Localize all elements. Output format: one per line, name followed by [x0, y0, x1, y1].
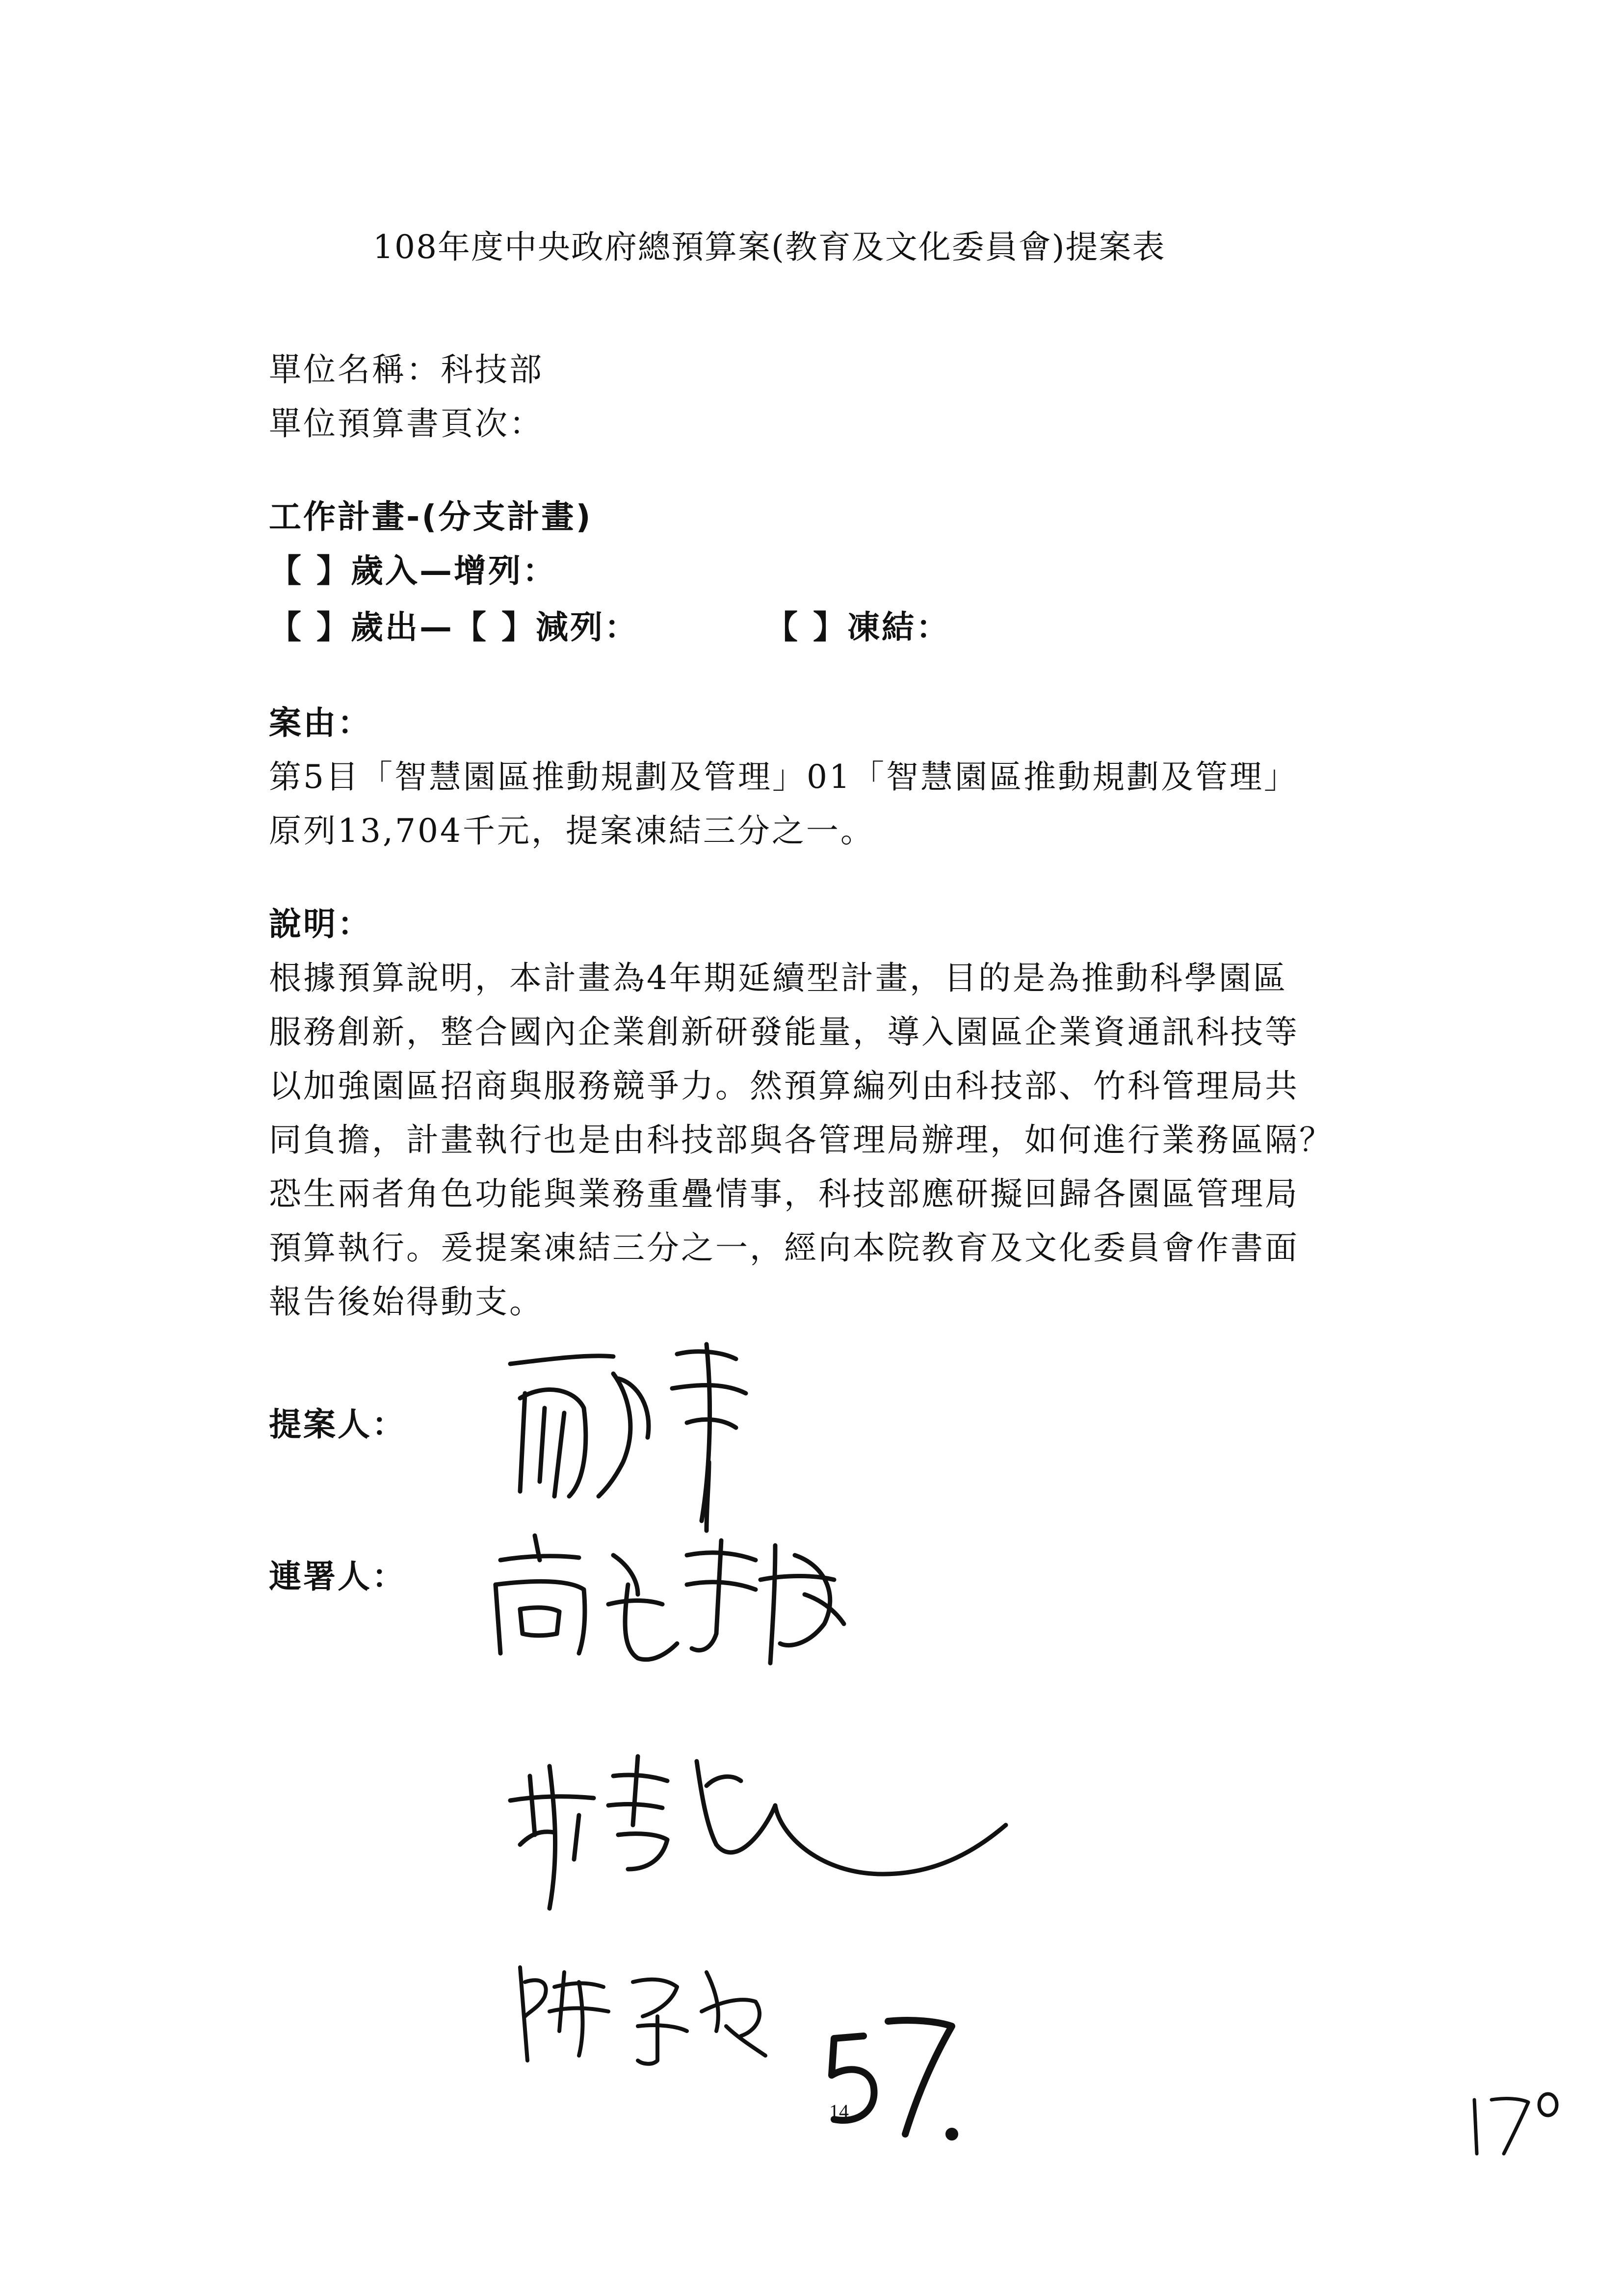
reason-line-1: 第5目「智慧園區推動規劃及管理」01「智慧園區推動規劃及管理」 [269, 758, 1298, 796]
reason-label: 案由： [269, 704, 372, 742]
page-number: 14 [829, 2100, 849, 2122]
unit-budget-page: 單位預算書頁次： [269, 405, 544, 443]
explanation-line-4: 同負擔，計畫執行也是由科技部與各管理局辦理，如何進行業務區隔？ [269, 1121, 1334, 1159]
handwritten-number-57 [819, 2002, 976, 2161]
handwritten-number-170 [1462, 2080, 1570, 2166]
explanation-line-7: 報告後始得動支。 [269, 1283, 544, 1321]
explanation-line-3: 以加強園區招商與服務競爭力。然預算編列由科技部、竹科管理局共 [269, 1067, 1299, 1105]
proposer-label: 提案人： [269, 1406, 406, 1443]
explanation-label: 說明： [269, 905, 372, 943]
explanation-line-6: 預算執行。爰提案凍結三分之一，經向本院教育及文化委員會作書面 [269, 1229, 1299, 1267]
cosigner-signature-1 [481, 1526, 883, 1675]
reason-line-2: 原列13,704千元，提案凍結三分之一。 [269, 812, 875, 850]
revenue-increase: 【 】歲入—增列： [269, 552, 557, 590]
explanation-line-5: 恐生兩者角色功能與業務重疊情事，科技部應研擬回歸各園區管理局 [269, 1175, 1299, 1213]
expenditure-decrease: 【 】歲出—【 】減列： [269, 608, 639, 646]
work-plan: 工作計畫-(分支計畫) [269, 498, 593, 536]
document-title: 108年度中央政府總預算案(教育及文化委員會)提案表 [373, 228, 1166, 266]
freeze-field: 【 】凍結： [765, 608, 950, 646]
explanation-line-2: 服務創新，整合國內企業創新研發能量，導入園區企業資通訊科技等 [269, 1013, 1299, 1051]
unit-name: 單位名稱：科技部 [269, 351, 544, 389]
cosigner-signature-3 [510, 1953, 805, 2072]
proposer-signature [491, 1334, 785, 1542]
cosigner-label: 連署人： [269, 1558, 406, 1595]
cosigner-signature-2 [500, 1747, 1040, 1925]
explanation-line-1: 根據預算說明，本計畫為4年期延續型計畫，目的是為推動科學園區 [269, 959, 1287, 997]
